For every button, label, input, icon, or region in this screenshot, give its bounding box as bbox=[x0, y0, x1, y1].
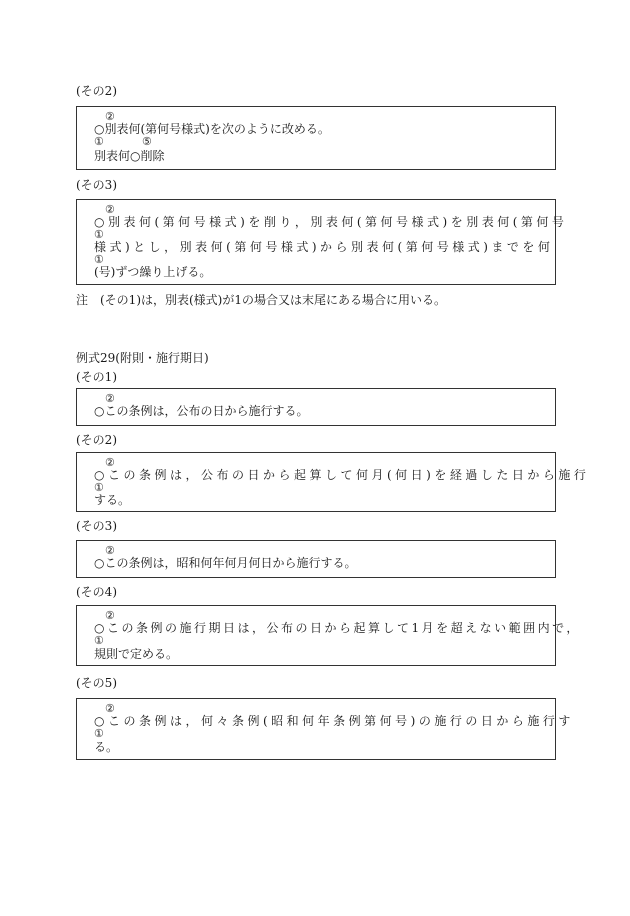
circled-number-mark: ② bbox=[105, 702, 115, 715]
amendment-text: ○別表何(第何号様式)を次のように改める。 bbox=[94, 122, 330, 136]
circled-number-mark: ① bbox=[94, 253, 104, 266]
provision-box bbox=[76, 605, 581, 666]
provision-box bbox=[76, 452, 590, 512]
provision-text: する。 bbox=[94, 493, 131, 507]
provision-text: ○この条例の施行期日は，公布の日から起算して1月を超えない範囲内で， bbox=[94, 621, 581, 635]
provision-text: ○この条例は，何々条例(昭和何年条例第何号)の施行の日から施行す bbox=[94, 714, 574, 728]
amendment-box bbox=[76, 199, 568, 285]
provision-text: ○この条例は，公布の日から起算して何月(何日)を経過した日から施行 bbox=[94, 468, 590, 482]
amendment-text: (号)ずつ繰り上げる。 bbox=[94, 265, 212, 279]
section-label: (その4) bbox=[76, 585, 117, 599]
circled-number-mark: ② bbox=[105, 203, 115, 216]
circled-number-mark: ① bbox=[94, 135, 104, 148]
circled-number-mark: ② bbox=[105, 110, 115, 123]
circled-number-mark: ② bbox=[105, 456, 115, 469]
amendment-text: 様式)とし，別表何(第何号様式)から別表何(第何号様式)までを何 bbox=[94, 240, 554, 254]
section-label: (その2) bbox=[76, 433, 117, 447]
section-label: (その1) bbox=[76, 370, 117, 384]
circled-number-mark: ① bbox=[94, 228, 104, 241]
amendment-box bbox=[76, 106, 556, 170]
amendment-text: ○別表何(第何号様式)を削り，別表何(第何号様式)を別表何(第何号 bbox=[94, 215, 568, 229]
provision-text: 規則で定める。 bbox=[94, 647, 179, 661]
provision-text: る。 bbox=[94, 740, 119, 754]
circled-number-mark: ② bbox=[105, 609, 115, 622]
provision-text: ○この条例は，公布の日から施行する。 bbox=[94, 404, 309, 418]
section-label: (その3) bbox=[76, 178, 117, 192]
example-title: 例式29(附則・施行期日) bbox=[76, 351, 209, 365]
section-label: (その2) bbox=[76, 84, 117, 98]
circled-number-mark: ① bbox=[94, 481, 104, 494]
circled-number-mark: ① bbox=[94, 727, 104, 740]
provision-box bbox=[76, 540, 556, 578]
note-text: 注 (その1)は，別表(様式)が1の場合又は末尾にある場合に用いる。 bbox=[76, 293, 446, 307]
circled-number-mark: ② bbox=[105, 544, 115, 557]
provision-box bbox=[76, 698, 574, 760]
provision-text: ○この条例は，昭和何年何月何日から施行する。 bbox=[94, 556, 357, 570]
circled-number-mark: ⑤ bbox=[142, 135, 152, 148]
provision-box bbox=[76, 388, 556, 426]
section-label: (その5) bbox=[76, 676, 117, 690]
circled-number-mark: ① bbox=[94, 634, 104, 647]
section-label: (その3) bbox=[76, 519, 117, 533]
amendment-text: 別表何○削除 bbox=[94, 149, 165, 163]
circled-number-mark: ② bbox=[105, 392, 115, 405]
